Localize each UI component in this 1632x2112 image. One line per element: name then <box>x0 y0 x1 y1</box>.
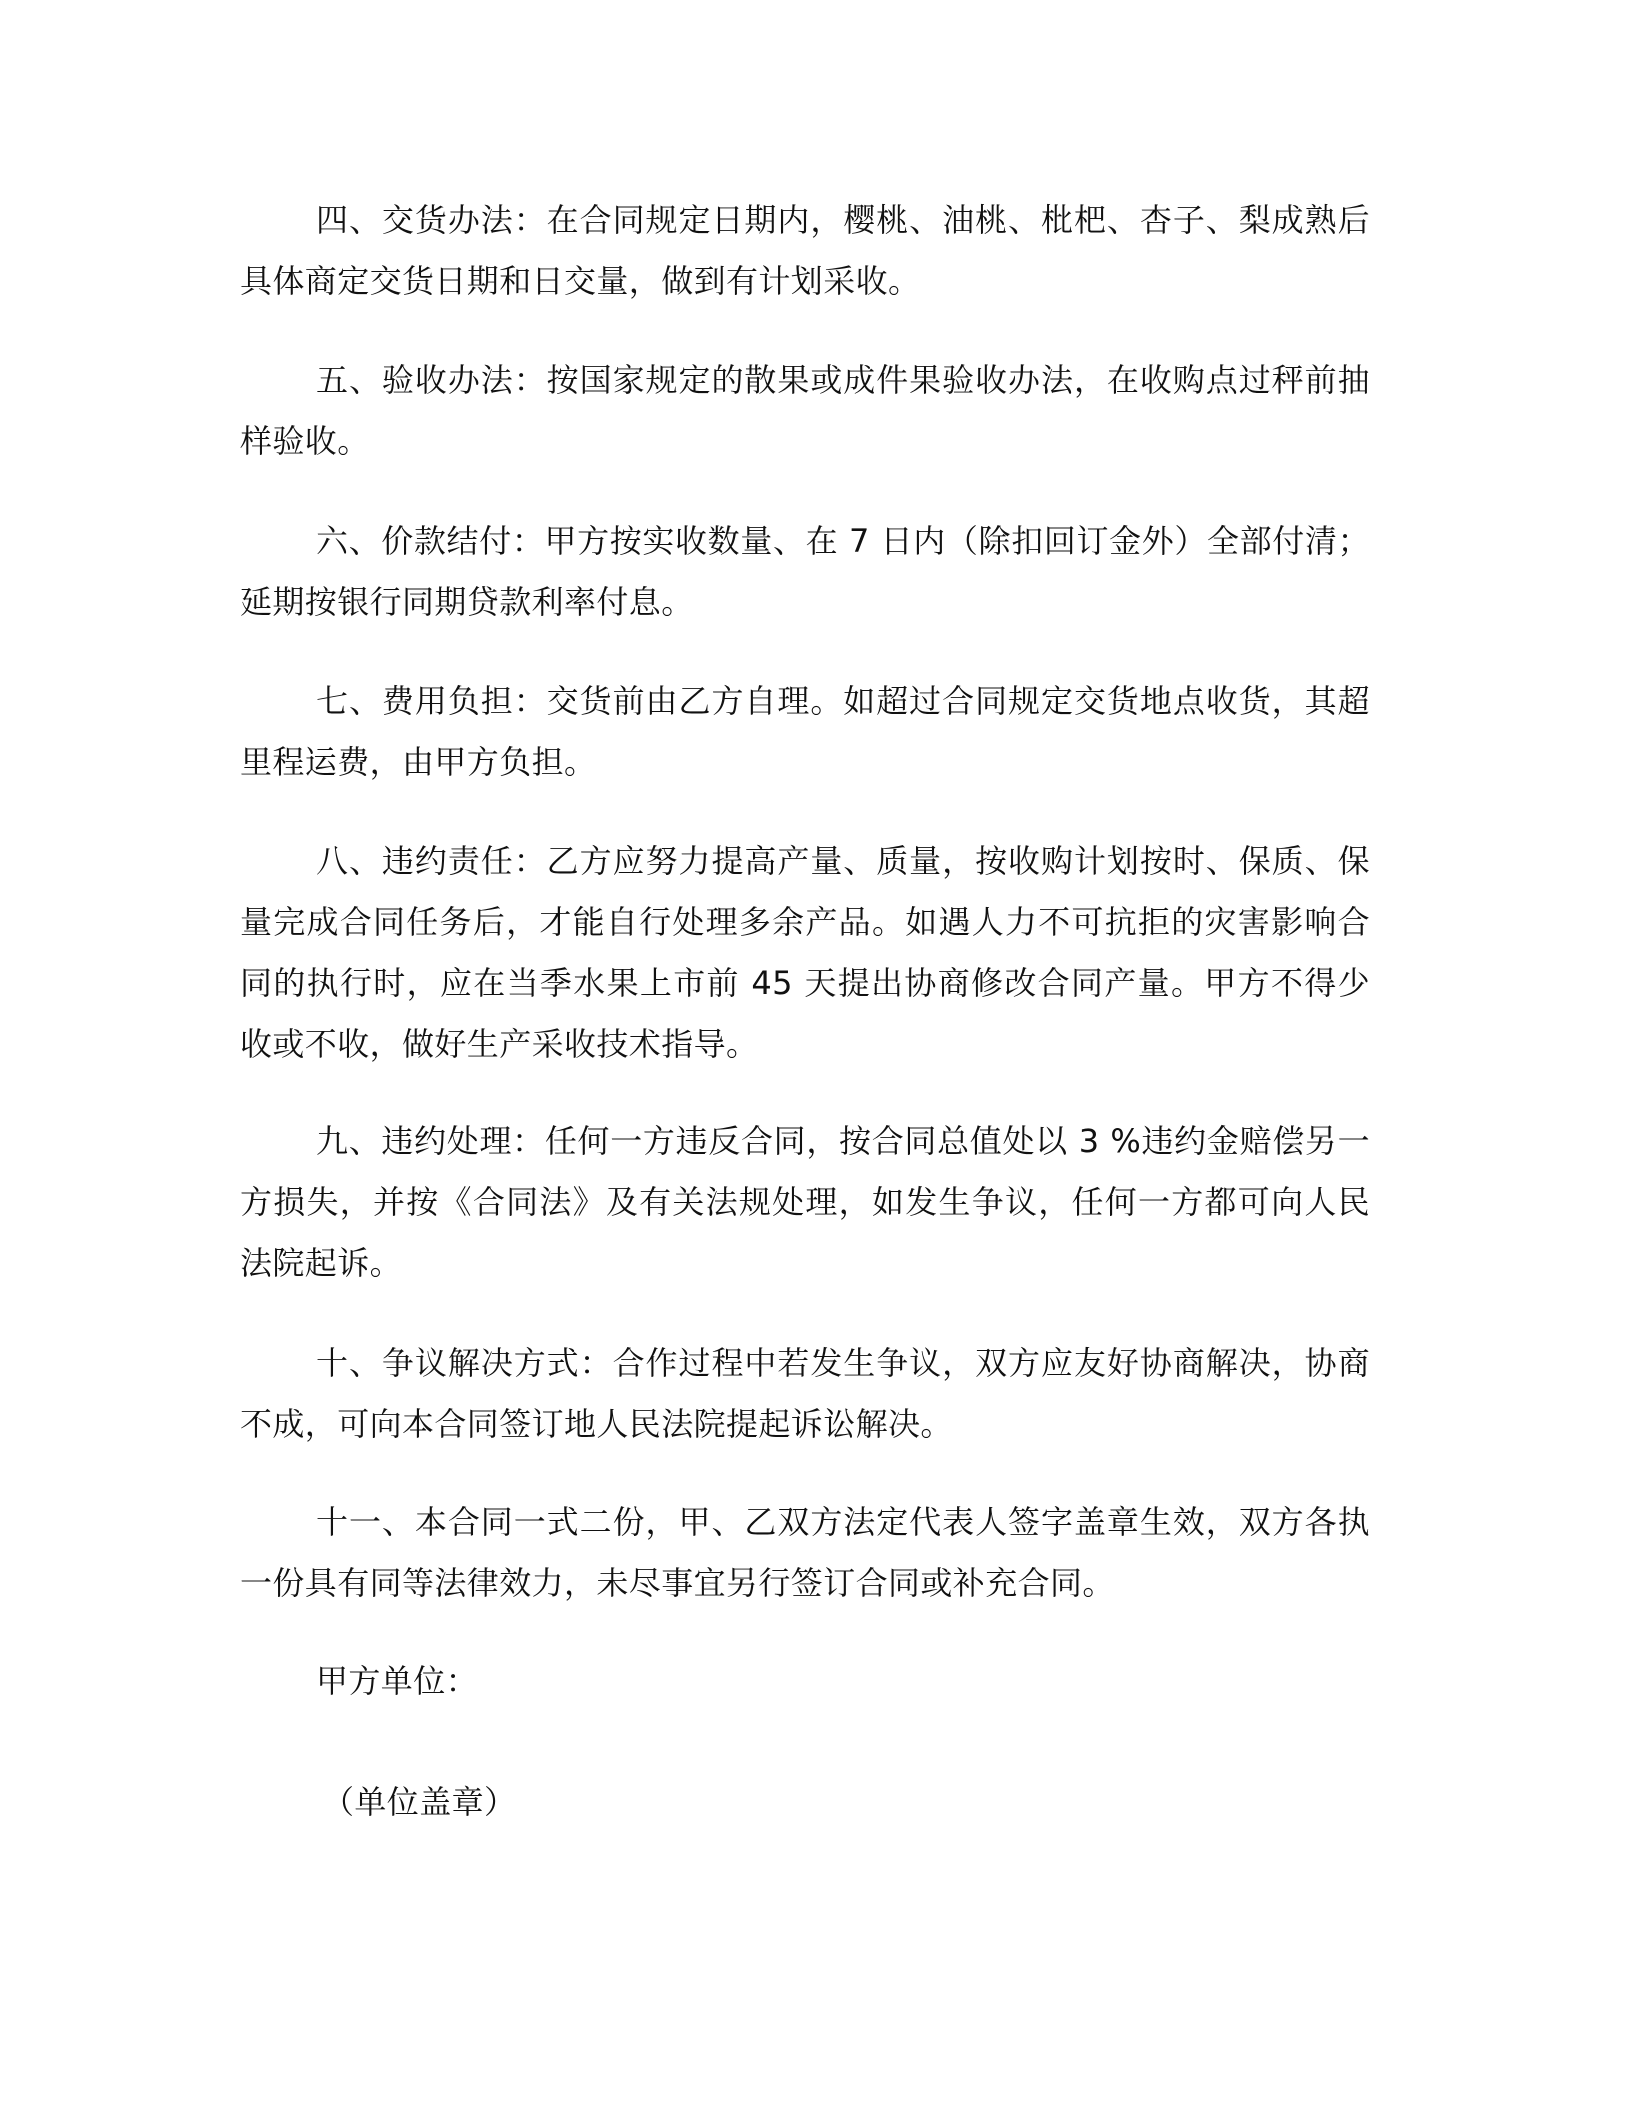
clause-dispute-resolution: 十、争议解决方式：合作过程中若发生争议，双方应友好协商解决，协商不成，可向本合同签订地人民法院提起诉讼解决。 <box>240 1344 1370 1443</box>
clause-acceptance-method: 五、验收办法：按国家规定的散果或成件果验收办法，在收购点过秤前抽样验收。 <box>240 361 1370 460</box>
party-a-label: 甲方单位： <box>316 1662 479 1700</box>
clause-cost-burden: 七、费用负担：交货前由乙方自理。如超过合同规定交货地点收货，其超里程运费，由甲方负担。 <box>240 682 1370 781</box>
clause-payment-settlement: 六、价款结付：甲方按实收数量、在 7 日内（除扣回订金外）全部付清；延期按银行同期贷款利率付息。 <box>240 522 1370 621</box>
seal-label: （单位盖章） <box>322 1783 517 1821</box>
clause-copies-effect: 十一、本合同一式二份，甲、乙双方法定代表人签字盖章生效，双方各执一份具有同等法律效力，未尽事宜另行签订合同或补充合同。 <box>240 1503 1370 1602</box>
clause-breach-liability: 八、违约责任：乙方应努力提高产量、质量，按收购计划按时、保质、保量完成合同任务后，才能自行处理多余产品。如遇人力不可抗拒的灾害影响合同的执行时，应在当季水果上市前 45 天提出协商修改合同产量。甲方不得少收或不收，做好生产采收技术指导。 <box>240 842 1370 1063</box>
clause-delivery-method: 四、交货办法：在合同规定日期内，樱桃、油桃、枇杷、杏子、梨成熟后具体商定交货日期和日交量，做到有计划采收。 <box>240 201 1370 300</box>
clause-breach-handling: 九、违约处理：任何一方违反合同，按合同总值处以 3 %违约金赔偿另一方损失，并按《合同法》及有关法规处理，如发生争议，任何一方都可向人民法院起诉。 <box>240 1122 1370 1282</box>
